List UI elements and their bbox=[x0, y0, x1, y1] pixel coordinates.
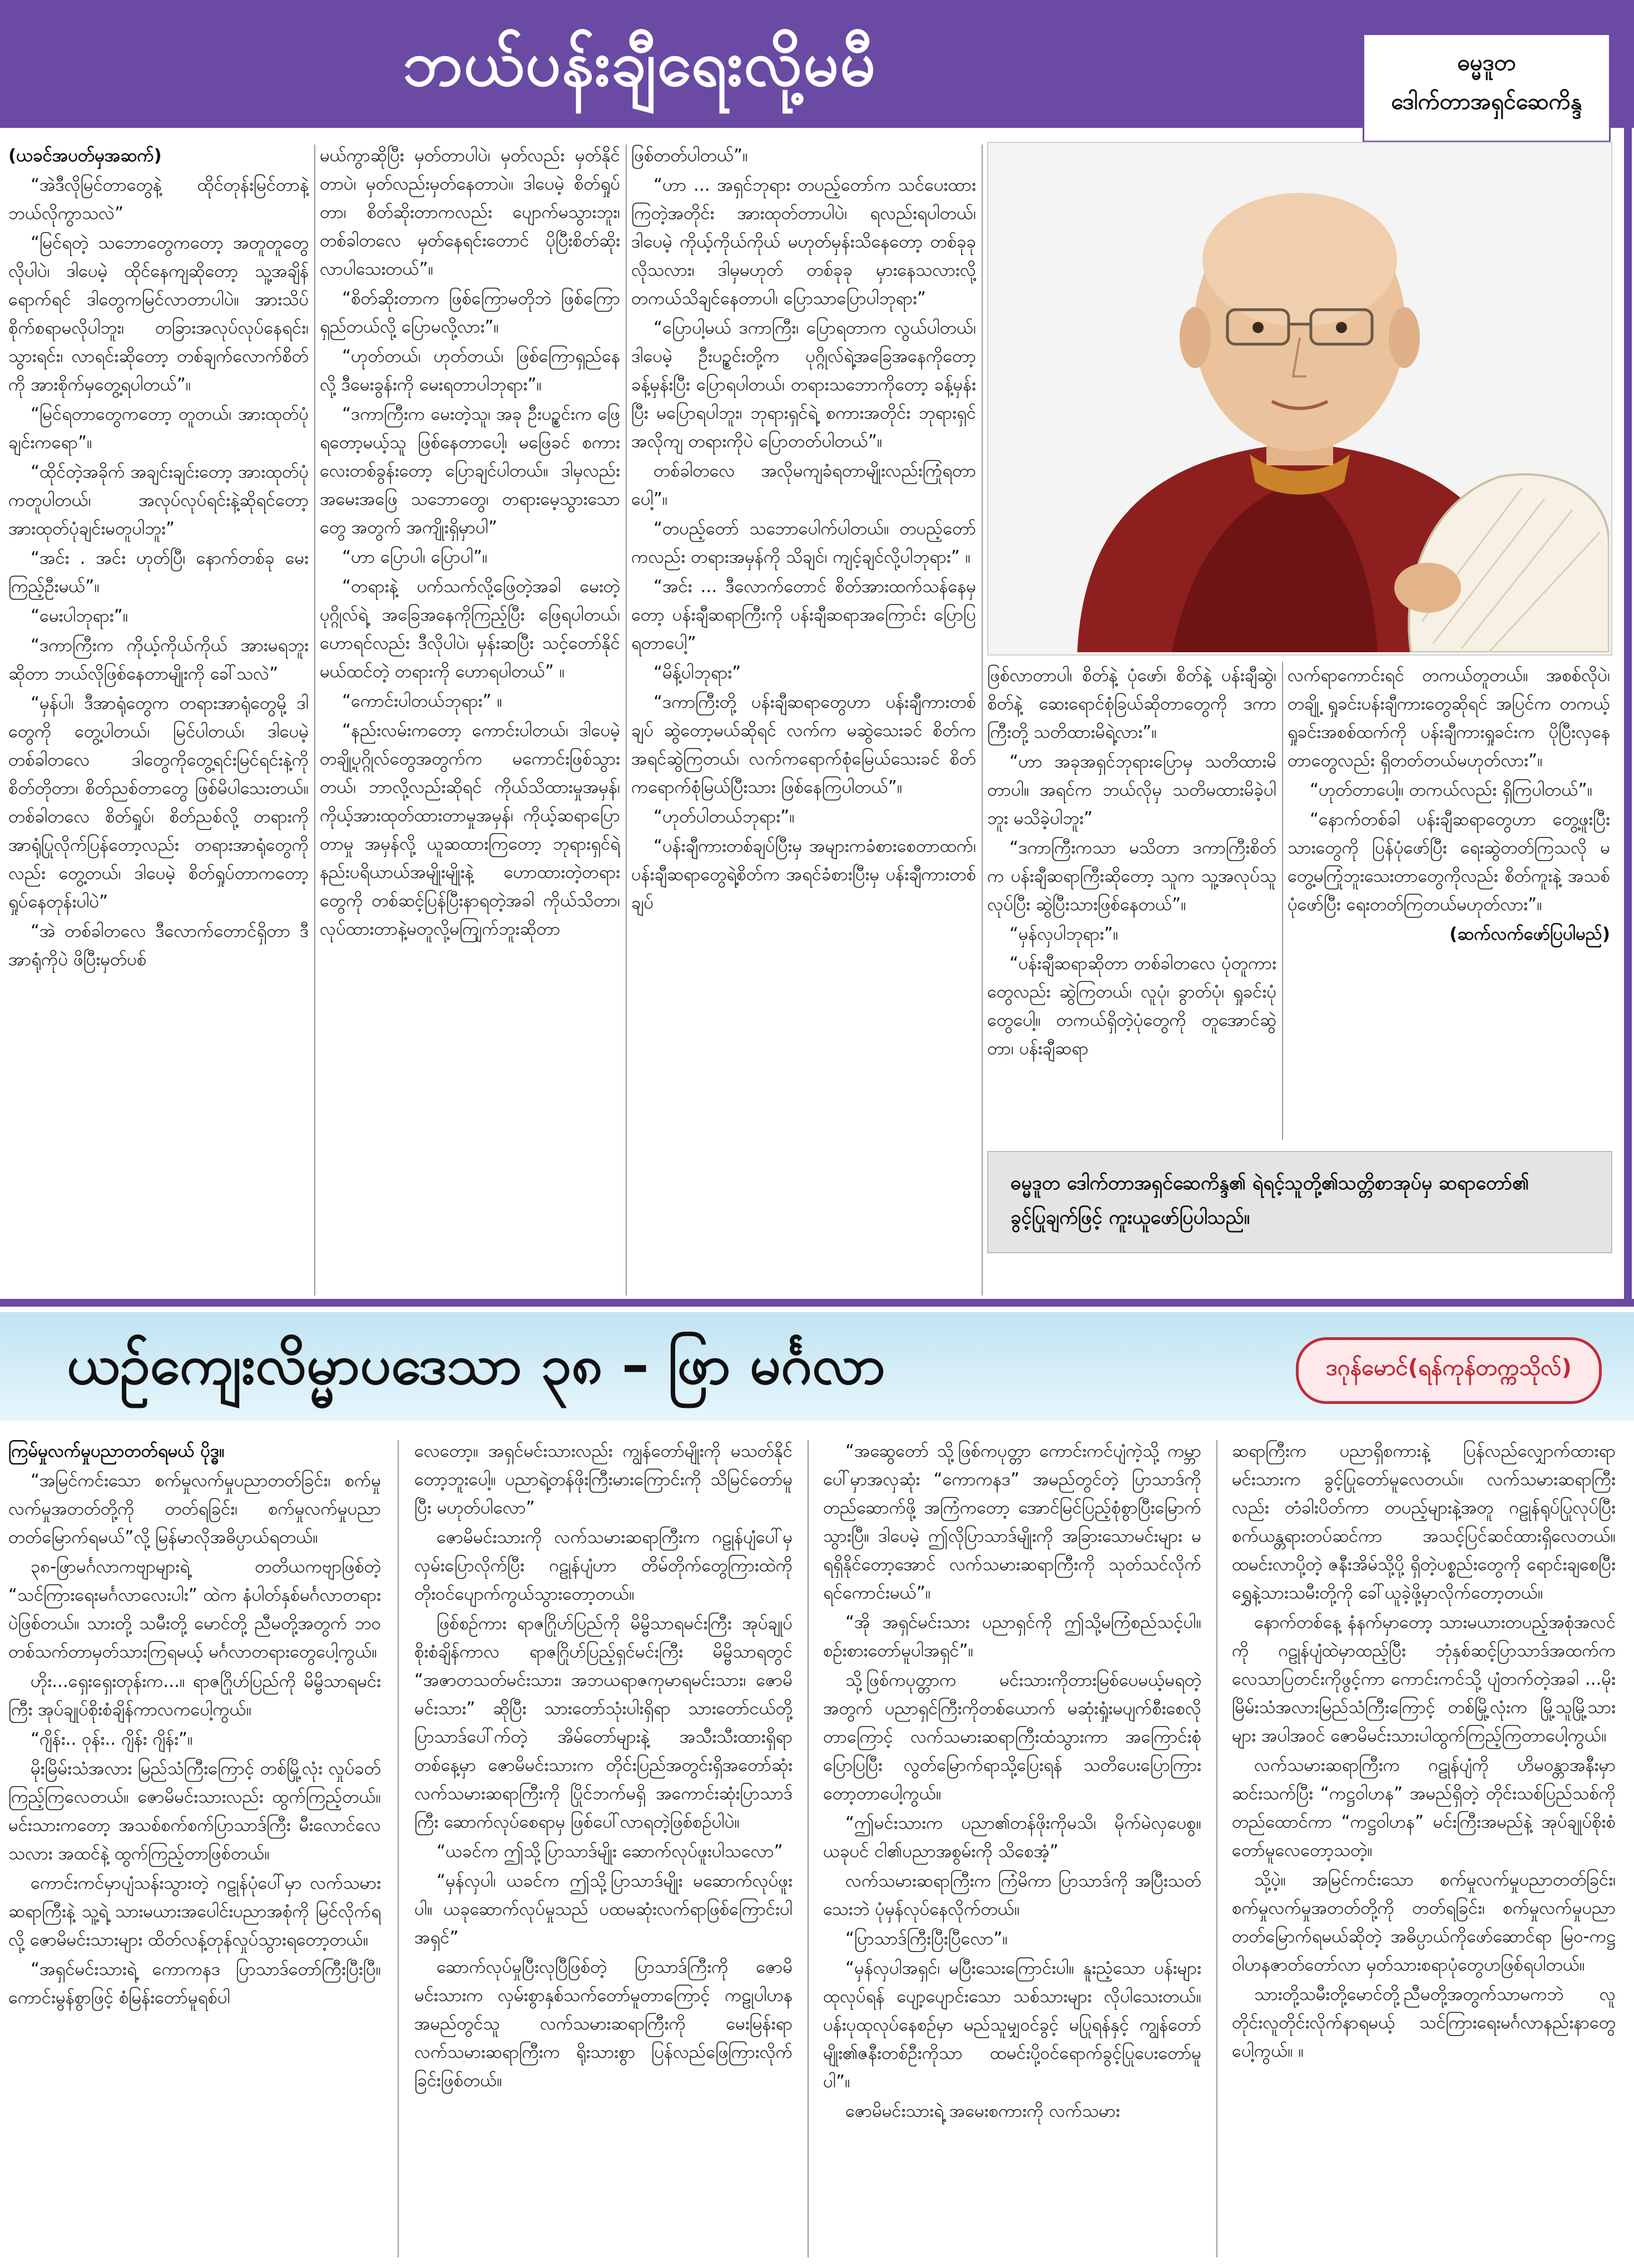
paragraph: ကောင်းကင်မှာပျံသန်းသွားတဲ့ ဂဠုန်ပုံပေါ်မှာ လက်သမားဆရာကြီးနဲ့ သူ့ရဲ့ သားမယားအပေါင်းပညာအစုံကို မြင်လိုက်ရလို့ ဇောမိမင်းသားများ ထိတ်လန့်တုန်လှုပ်သွားရတော့တယ်။ bbox=[8, 1873, 381, 1950]
paragraph: မယ်ကွာဆိုပြီး မှတ်တာပါပဲ၊ မှတ်လည်း မှတ်နိုင်တာပဲ၊ မှတ်လည်းမှတ်နေတာပဲ။ ဒါပေမဲ့ စိတ်ရှုပ်တာ၊ စိတ်ဆိုးတာကလည်း ပျောက်မသွားဘူး၊ တစ်ခါတလေ မှတ်နေရင်းတောင် ပိုပြီးစိတ်ဆိုးလာပါသေးတယ်”။ bbox=[320, 146, 620, 279]
paragraph: “ဟုတ်တာပေါ့။ တကယ်လည်း ရှိကြပါတယ်”။ bbox=[1310, 780, 1593, 800]
paragraph: “တပည့်တော် သဘောပေါက်ပါတယ်။ တပည့်တော်ကလည်း တရားအမှန်ကို သိချင်၊ ကျင့်ချင်လို့ပါဘုရား” ။ bbox=[631, 519, 976, 567]
paragraph: “ပန်းချီဆရာဆိုတာ တစ်ခါတလေ ပုံတူကားတွေလည်း ဆွဲကြတယ်၊ လူပုံ၊ ခွာတ်ပုံ၊ ရှုခင်းပုံတွေပေါ့။ တကယ်ရှိတဲ့ပုံတွေကို တူအောင်ဆွဲတာ၊ ပန်းချီဆရာ bbox=[987, 954, 1276, 1059]
paragraph: “ထိုင်တဲ့အခိုက် အချင်းချင်းတော့ အားထုတ်ပုံကတူပါတယ်၊ အလုပ်လုပ်ရင်းနဲ့ဆိုရင်တော့ အားထုတ်ပုံချင်းမတူပါဘူး” bbox=[8, 462, 309, 539]
bottom-article-title: ယဉ်ကျေးလိမ္မာပဒေသာ ၃၈ – ဖြာ မင်္ဂလာ bbox=[67, 1333, 886, 1397]
continued-from-previous: (ယခင်အပတ်မှအဆက်) bbox=[8, 146, 162, 166]
paragraph: “မှန်လှပါ၊ ယခင်က ဤသို့ပြာသာဒ်မျိုး မဆောက်လုပ်ဖူးပါ။ ယခုဆောက်လုပ်မှုသည် ပထမဆုံးလက်ရာဖြစ်ကြောင်းပါအရှင်” bbox=[414, 1871, 793, 1948]
paragraph: “ပြောပါ့မယ် ဒကာကြီး၊ ပြောရတာက လွယ်ပါတယ်၊ ဒါပေမဲ့ ဦးပဉ္စင်းတို့က ပုဂ္ဂိုလ်ရဲ့အခြေအနေကိုတော့ ခန့်မှန်းပြီး ပြောရပါတယ်၊ တရားသဘောကိုတော့ ခန့်မှန်းပြီး မပြောရပါဘူး၊ ဘုရားရှင်ရဲ့ စကားအတိုင်း ဘုရားရှင်အလိုကျ တရားကိုပဲ ပြောတတ်ပါတယ်”။ bbox=[631, 318, 976, 451]
author-name: ဓမ္မဒူတ bbox=[1457, 50, 1516, 76]
paragraph: “အဲဒီလိုမြင်တာတွေနဲ့ ထိုင်တုန်းမြင်တာနဲ့ ဘယ်လိုကွာသလဲ” bbox=[8, 175, 309, 224]
paragraph: “အဲ တစ်ခါတလေ ဒီလောက်တောင်ရှိတာ ဒီအာရုံကိုပဲ ဖိပြီးမှတ်ပစ် bbox=[8, 921, 309, 970]
paragraph: “အင်း . အင်း ဟုတ်ပြီ၊ နောက်တစ်ခု မေးကြည့်ဦးမယ်”။ bbox=[8, 548, 309, 597]
top-article-title: ဘယ်ပန်းချီရေးလို့မမီ bbox=[402, 28, 877, 100]
column-divider bbox=[1216, 1440, 1217, 2257]
paragraph: “ဒကာကြီးက မေးတဲ့သူ၊ အခု ဦးပဉ္စင်းက ဖြေရတော့မယ့်သူ ဖြစ်နေတာပေါ့၊ မဖြေခင် စကားလေးတစ်ခွန်းတော့ ပြောချင်ပါတယ်။ ဒါမှလည်း အမေးအဖြေ သဘောတွေ၊ တရားမေ့သွားသောတွေ အတွက် အကျိုးရှိမှာပါ” bbox=[320, 404, 620, 538]
paragraph: “ဟုတ်ပါတယ်ဘုရား”။ bbox=[653, 807, 795, 827]
paragraph: လက်ရာကောင်းရင် တကယ်တူတယ်။ အစစ်လိုပဲ၊ တချို့ ရှုခင်းပန်းချီကားတွေဆိုရင် အပြင်က တကယ့်ရှုခင်းအစစ်ထက်ကို ပန်းချီကားရှုခင်းက ပိုပြီးလှနေတာတွေလည်း ရှိတတ်တယ်မဟုတ်လား”။ bbox=[1288, 666, 1610, 771]
top-column-4 bbox=[987, 662, 1276, 1140]
paragraph: “ဒကာကြီးကသာ မသိတာ ဒကာကြီးစိတ်က ပန်းချီဆရာကြီးဆိုတော့ သူက သူ့အလုပ်သူလုပ်ပြီး ဆွဲပြီးသားဖြစ်နေတယ်”။ bbox=[987, 838, 1276, 915]
frame-border-bottom bbox=[0, 1299, 1634, 1307]
paragraph: “မေးပါဘုရား”။ bbox=[31, 606, 128, 626]
section-heading: ကြမ်မှုလက်မှုပညာတတ်ရမယ် ပိုဒ္ဓ။ bbox=[8, 1441, 225, 1461]
photo-caption: ဓမ္မဒူတ ဒေါက်တာအရှင်ဆေကိန္ဒ၏ ရဲရင့်သူတို့၏သတ္တိစာအုပ်မှ ဆရာတော်၏ ခွင့်ပြုချက်ဖြင့် ကူးယူဖော်ပြပါသည်။ bbox=[1011, 1172, 1529, 1229]
paragraph: ၃၈-ဖြာမင်္ဂလာကဗျာများရဲ့ တတိယကဗျာဖြစ်တဲ့ “သင်ကြားရေးမင်္ဂလာလေးပါး” ထဲက နံပါတ်နှစ်မင်္ဂလာတရားပဲဖြစ်တယ်။ သားတို့ သမီးတို့ မောင်တို့ ညီမတို့အတွက် ဘဝတစ်သက်တာမှတ်သားကြရမယ့် မင်္ဂလာတရားတွေပေါ့ကွယ်။ bbox=[8, 1557, 381, 1662]
paragraph: “အို အရှင်မင်းသား ပညာရှင်ကို ဤသို့မကြံစည်သင့်ပါ။ စဉ်းစားတော်မူပါအရှင်”။ bbox=[823, 1612, 1201, 1661]
paragraph: “မြင်ရတဲ့ သဘောတွေကတော့ အတူတူတွေလိုပါပဲ၊ ဒါပေမဲ့ ထိုင်နေကျဆိုတော့ သူ့အချိန်ရောက်ရင် ဒါတွေကမြင်လာတာပါပဲ။ အားသိပ်စိုက်စရာမလိုပါဘူး၊ တခြားအလုပ်လုပ်နေရင်း၊ သွားရင်း၊ လာရင်းဆိုတော့ တစ်ချက်လောက်စိတ်ကို အားစိုက်မှတွေ့ရပါတယ်”။ bbox=[8, 233, 309, 395]
paragraph: “နောက်တစ်ခါ ပန်းချီဆရာတွေဟာ တွေ့ဖူးပြီးသားတွေကို ပြန်ပုံဖော်ပြီး ရေးဆွဲတတ်ကြသလို မတွေ့မကြုံဘူးသေးတာတွေကိုလည်း စိတ်ကူးနဲ့ အသစ်ပုံဖော်ပြီး ရေးတတ်ကြတယ်မဟုတ်လား”။ bbox=[1288, 810, 1610, 915]
paragraph: သို့ဖြစ်ကပုတ္တာက မင်းသားကိုတားမြစ်ပေမယ့်မရတဲ့အတွက် ပညာရှင်ကြီးကိုတစ်ယောက် မဆုံးရှုံးမပျက်စီးစေလိုတာကြောင့် လက်သမားဆရာကြီးထံသွားကာ အကြောင်းစုံပြောပြပြီး လွတ်မြောက်ရာသို့ပြေးရန် သတိပေးပြောကြားတော့တာပေါ့ကွယ်။ bbox=[823, 1670, 1201, 1804]
paragraph: သားတို့သမီးတို့မောင်တို့ညီမတို့အတွက်သာမကဘဲ လူတိုင်းလူတိုင်းလိုက်နာရမယ့် သင်ကြားရေးမင်္ဂလာနည်းနာတွေပေါ့ကွယ်။ ။ bbox=[1232, 1984, 1616, 2061]
column-divider bbox=[626, 145, 627, 1296]
paragraph: သို့ပဲ့။ အမြင်ကင်းသော စက်မှုလက်မှုပညာတတ်ခြင်း၊ စက်မှုလက်မှုအတတ်တို့ကို တတ်ရခြင်း၊ စက်မှုလက်မှုပညာ တတ်မြောက်ရမယ်ဆိုတဲ့ အဓိပ္ပာယ်ကိုဖော်ဆောင်ရာ မြဝ-ကဋ္ဌဝါဟနဇာတ်တော်လာ မှတ်သားစရာပုံတွေပာဖြစ်ရပါတယ်။ bbox=[1232, 1870, 1616, 1975]
photo-caption-box bbox=[987, 1151, 1612, 1253]
paragraph: “အမြင်ကင်းသော စက်မှုလက်မှုပညာတတ်ခြင်း၊ စက်မှုလက်မှုအတတ်တို့ကို တတ်ရခြင်း၊ စက်မှုလက်မှုပညာတတ်မြောက်ရမယ်”လို့ မြန်မာလိုအဓိပ္ပာယ်ရတယ်။ bbox=[8, 1471, 381, 1547]
paragraph: “စိတ်ဆိုးတာက ဖြစ်ကြောမတိုဘဲ ဖြစ်ကြောရှည်တယ်လို့ ပြောမလို့လား”။ bbox=[320, 289, 620, 337]
author-photo bbox=[987, 142, 1612, 656]
byline: ဒဂုန်မောင်(ရန်ကုန်တက္ကသိုလ်) bbox=[1326, 1355, 1572, 1381]
paragraph: “ဟာ ပြောပါ၊ ပြောပါ”။ bbox=[342, 547, 488, 567]
paragraph: “ဟုတ်တယ်၊ ဟုတ်တယ်၊ ဖြစ်ကြောရှည်နေလို့ ဒီမေးခွန်းကို မေးရတာပါဘုရား”။ bbox=[320, 346, 620, 395]
paragraph: “အရှင်မင်းသားရဲ့ ကောကနဒ ပြာသာဒ်တော်ကြီးပြီးပြီ။ ကောင်းမွန်စွာဖြင့် စံမြန်းတော်မူရစ်ပါ bbox=[8, 1959, 381, 2008]
paragraph: “မှန်လှပါအရှင်၊ မပြီးသေးကြောင်းပါ။ နူးညံ့သော ပန်းများထုလုပ်ရန် ပျော့ပျောင်းသော သစ်သားများ လိုပါသေးတယ်။ ပန်းပုထုလုပ်နေစဉ်မှာ မည်သူမျှဝင်ခွင့် မပြုရန်နှင့် ကျွန်တော်မျိုး၏ဇနီးတစ်ဦးကိုသာ ထမင်းပို့ဝင်ရောက်ခွင့်ပြုပေးတော်မူပါ”။ bbox=[823, 1958, 1201, 2092]
bottom-column-4 bbox=[1232, 1437, 1616, 2260]
to-be-continued: (ဆက်လက်ဖော်ပြပါမည်) bbox=[1449, 924, 1610, 944]
top-column-5 bbox=[1288, 662, 1610, 1140]
top-column-1 bbox=[8, 142, 309, 1298]
paragraph: “အဆွေတော် သို့ဖြစ်ကပုတ္တာ ကောင်းကင်ပျံကဲ့သို့ ကမ္ဘာပေါ်မှာအလှဆုံး “ကောကနဒ” အမည်တွင်တဲ့ ပြာသာဒ်ကိုတည်ဆောက်ဖို့ အကြံကတော့ အောင်မြင်ပြည့်စုံစွာပြီးမြောက်သွားပြီ။ ဒါပေမဲ့ ဤလိုပြာသာဒ်မျိုးကို အခြားသောမင်းများ မရရှိနိုင်တော့အောင် လက်သမားဆရာကြီးကို သုတ်သင်လိုက်ရင်ကောင်းမယ်”။ bbox=[823, 1441, 1201, 1603]
author-honorific: ဒေါက်တာအရှင်ဆေကိန္ဒ bbox=[1391, 89, 1582, 115]
top-column-2 bbox=[320, 142, 620, 1298]
paragraph: “နည်းလမ်းကတော့ ကောင်းပါတယ်၊ ဒါပေမဲ့ တချို့ပုဂ္ဂိုလ်တွေအတွက်က မကောင်းဖြစ်သွားတယ်၊ ဘာလို့လည်းဆိုရင် ကိုယ်သိထားမှုအမှန်၊ ကိုယ့်အားထုတ်ထားတာမှုအမှန်၊ ကိုယ့်ဆရာပြောတာမှု အမှန်လို့ ယူဆထားကြတော့ ဘုရားရှင်ရဲ့ နည်းပရိယာယ်အမျိုးမျိုးနဲ့ ဟောထားတဲ့တရားတွေကို တစ်ဆင့်ပြန်ပြီးနာရတဲ့အခါ ကိုယ်သိတာ၊ လုပ်ထားတာနဲ့မတူလို့မကျြက်ဘူးဆိုတာ bbox=[320, 721, 620, 939]
bottom-column-2 bbox=[414, 1437, 793, 2260]
paragraph: လက်သမားဆရာကြီးက ဂဠုန်ပျံကို ဟိမဝန္တာအနီးမှာ ဆင်းသက်ပြီး “ကဋ္ဌဝါဟန” အမည်ရှိတဲ့ တိုင်းသစ်ပြည်သစ်ကိုတည်ထောင်ကာ “ကဋ္ဌဝါဟန” မင်းကြီးအမည်နဲ့ အုပ်ချုပ်စိုးစံတော်မူလေတော့သတဲ့။ bbox=[1232, 1755, 1616, 1860]
column-divider bbox=[1282, 662, 1283, 1140]
paragraph: “ပြာသာဒ်ကြီးပြီးပြီလော”။ bbox=[845, 1929, 1008, 1949]
byline-badge bbox=[1296, 1337, 1602, 1404]
bottom-column-1 bbox=[8, 1437, 381, 2260]
frame-border-right bbox=[1624, 128, 1632, 1307]
author-box bbox=[1363, 33, 1611, 142]
paragraph: ဖြစ်တတ်ပါတယ်”။ bbox=[631, 146, 748, 166]
paragraph: ဟိုး...ရှေးရှေးတုန်းက...။ ရာဇဂြိုဟ်ပြည်ကို မိမ္ဗိသာရမင်းကြီး အုပ်ချုပ်စိုးစံချိန်ကာလကပေါ့ကွယ်။ bbox=[8, 1671, 381, 1720]
paragraph: “မှန်လှပါဘုရား”။ bbox=[1009, 924, 1118, 944]
paragraph: ဆောက်လုပ်မှုပြီးလုပြီဖြစ်တဲ့ ပြာသာဒ်ကြီးကို ဇောမိမင်းသားက လှမ်းစွာနှစ်သက်တော်မူတာကြောင့် ကဠုပါဟနအမည်တွင်သူ လက်သမားဆရာကြီးကို မေးမြန်းရာ လက်သမားဆရာကြီးက ရိုးသားစွာ ပြန်လည်ဖြေကြားလိုက်ခြင်းဖြစ်တယ်။ bbox=[414, 1957, 793, 2091]
column-divider bbox=[982, 145, 983, 1296]
paragraph: ဖြစ်လာတာပါ၊ စိတ်နဲ့ ပုံဖော်၊ စိတ်နဲ့ ပန်းချီဆွဲ၊ စိတ်နဲ့ ဆေးရောင်စုံခြယ်ဆိုတာတွေကို ဒကာကြီးတို့ သတိထားမိရဲ့လား”။ bbox=[987, 666, 1276, 742]
paragraph: လေတော့။ အရှင်မင်းသားလည်း ကျွန်တော်မျိုးကို မသတ်နိုင်တော့ဘူးပေါ့။ ပညာရဲ့တန်ဖိုးကြီးမားကြောင်းကို သိမြင်တော်မူပြီး မဟုတ်ပါလော” bbox=[414, 1441, 793, 1518]
paragraph: “တရားနဲ့ ပက်သက်လို့ဖြေတဲ့အခါ မေးတဲ့ပုဂ္ဂိုလ်ရဲ့ အခြေအနေကိုကြည့်ပြီး ဖြေရပါတယ်၊ ဟောရင်လည်း ဒီလိုပါပဲ၊ မှန်းဆပြီး သင့်တော်နိုင်မယ်ထင်တဲ့ တရားကို ဟောရပါတယ်” ။ bbox=[320, 577, 620, 682]
paragraph: ဖြစ်စဉ်ကား ရာဇဂြိုဟ်ပြည်ကို မိမ္ဗိသာရမင်းကြီး အုပ်ချုပ်စိုးစံချိန်ကာလ ရာဇဂြိုဟ်ပြည့်ရှင်မင်းကြီး မိမ္ဗိသာရတွင် “အဇာတသတ်မင်းသား၊ အဘယရာဇကုမာရမင်းသား၊ ဇောမိမင်းသား” ဆိုပြီး သားတော်သုံးပါးရှိရာ သားတော်ငယ်တို့ ပြာသာဒ်ပေါ်က်တဲ့ အိမ်တော်များနဲ့ အသီးသီးထားရှိရာ တစ်နေ့မှာ ဇောမိမင်းသားက တိုင်းပြည်အတွင်းရှိအတော်ဆုံးလက်သမားဆရာကြီးကို ပြိုင်ဘက်မရှိ အကောင်းဆုံးပြာသာဒ်ကြီး ဆောက်လုပ်စေရာမှ ဖြစ်ပေါ်လာရတဲ့ဖြစ်စဉ်ပါပဲ။ bbox=[414, 1614, 793, 1832]
paragraph: “မှန်ပါ၊ ဒီအာရုံတွေက တရားအာရုံတွေမို့ ဒါတွေကို တွေ့ပါတယ်၊ မြင်ပါတယ်၊ ဒါပေမဲ့ တစ်ခါတလေ ဒါတွေကိုတွေ့ရင်းမြင်ရင်းနဲ့ကို စိတ်တိုတာ၊ စိတ်ညစ်တာတွေ ဖြစ်မိပါသေးတယ်။ တစ်ခါတလေ စိတ်ရှုပ်၊ စိတ်ညစ်လို့ တရားကို အာရုံပြုလိုက်ပြန်တော့လည်း တရားအာရုံတွေကိုလည်း တွေ့တယ်၊ ဒါပေမဲ့ စိတ်ရှုပ်တာကတော့ ရှုပ်နေတုန်းပါပဲ” bbox=[8, 693, 309, 912]
paragraph: “မြင်ရတာတွေကတော့ တူတယ်၊ အားထုတ်ပုံချင်းကရော”။ bbox=[8, 404, 309, 453]
monk-portrait-icon bbox=[988, 143, 1609, 652]
paragraph: “ကောင်းပါတယ်ဘုရား” ။ bbox=[342, 691, 502, 711]
top-column-3 bbox=[631, 142, 976, 1298]
paragraph: “ယခင်က ဤသို့ပြာသာဒ်မျိုး ဆောက်လုပ်ဖူးပါသလော” bbox=[437, 1842, 783, 1862]
paragraph: တစ်ခါတလေ အလိုမကျခံရတာမျိုးလည်းကြုံရတာပေါ့”။ bbox=[631, 461, 976, 509]
paragraph: လက်သမားဆရာကြီးက ကြံမိကာ ပြာသာဒ်ကို အပြီးသတ်သေးဘဲ ပုံမှန်လုပ်နေလိုက်တယ်။ bbox=[823, 1871, 1201, 1919]
paragraph: “မိန့်ပါဘုရား” bbox=[653, 663, 741, 683]
paragraph: “ပန်းချီကားတစ်ချပ်ပြီးမှ အများကခံစားစေတာထက်၊ ပန်းချီဆရာတွေရဲ့စိတ်က အရင်ခံစားပြီးမှ ပန်းချီကားတစ်ချပ် bbox=[631, 836, 976, 913]
paragraph: နောက်တစ်နေ့ နံနက်မှာတော့ သားမယားတပည့်အစုံအလင်ကို ဂဠုန်ပျံထဲမှာထည့်ပြီး ဘုံနှစ်ဆင့်ပြာသာဒ်အထက်က လေသာပြတင်းကိုဖွင့်ကာ ကောင်းကင်သို့ ပျံတက်တဲ့အခါ ...မိုးမြိမ်းသံအလားမြည်သံကြီးကြောင့် တစ်မြို့လုံးက မြို့သူမြို့သားများ အပါအဝင် ဇောမိမင်းသားပါထွက်ကြည့်ကြတာပေါ့ကွယ်။ bbox=[1232, 1612, 1616, 1746]
paragraph: ဇောမိမင်းသားရဲ့ အမေးစကားကို လက်သမား bbox=[845, 2101, 1120, 2121]
paragraph: “ဂျိန်း.. ဝုန်း.. ဂျိန်း ဂျိန်း”။ bbox=[31, 1729, 193, 1749]
paragraph: “ဒကာကြီးက ကိုယ့်ကိုယ်ကိုယ် အားမရဘူးဆိုတာ ဘယ်လိုဖြစ်နေတာမျိုးကို ခေါ်သလဲ” bbox=[8, 636, 309, 684]
column-divider bbox=[398, 1440, 399, 2257]
paragraph: “ဤမင်းသားက ပညာ၏တန်ဖိုးကိုမသိ၊ မိုက်မဲလှပေစွ။ ယခုပင် ငါ၏ပညာအစွမ်းကို သိစေအံ့” bbox=[823, 1813, 1201, 1862]
paragraph: “ဒကာကြီးတို့ ပန်းချီဆရာတွေဟာ ပန်းချီကားတစ်ချပ် ဆွဲတော့မယ်ဆိုရင် လက်က မဆွဲသေးခင် စိတ်က အရင်ဆွဲကြတယ်၊ လက်ကရောက်စုံမြေယ်သေးခင် စိတ်ကရောက်စုံမြယ်ပြီးသား ဖြစ်နေကြပါတယ်”။ bbox=[631, 692, 976, 797]
column-divider bbox=[314, 145, 315, 1296]
column-divider bbox=[808, 1440, 809, 2257]
paragraph: “အင်း ... ဒီလောက်တောင် စိတ်အားထက်သန်နေမှတော့ ပန်းချီဆရာကြီးကို ပန်းချီဆရာအကြောင်း ပြောပြရတာပေါ့” bbox=[631, 577, 976, 653]
paragraph: ဆရာကြီးက ပညာရှိစကားနဲ့ ပြန်လည်လျှောက်ထားရာ မင်းသားက ခွင့်ပြုတော်မူလေတယ်။ လက်သမားဆရာကြီးလည်း တံခါးပိတ်ကာ တပည့်များနဲ့အတူ ဂဠုန်ရုပ်ပြုလုပ်ပြီး စက်ယန္တရားတပ်ဆင်ကာ အသင့်ပြင်ဆင်ထားရှိလေတယ်။ ထမင်းလာပို့တဲ့ ဇနီးအိမ်သို့ပို့ ရှိတဲ့ပစ္စည်းတွေကို ရောင်းချစေပြီး ရွှေနဲ့သားသမီးတို့ကို ခေါ်ယူခဲ့ဖို့မှာလိုက်တော့တယ်။ bbox=[1232, 1441, 1616, 1603]
paragraph: “ဟာ အခုအရှင်ဘုရားပြောမှ သတိထားမိတာပါ။ အရင်က ဘယ်လိုမှ သတိမထားမိခဲ့ပါဘူး မသိခဲ့ပါဘူး” bbox=[987, 752, 1276, 828]
paragraph: မိုးမြိမ်းသံအလား မြည်သံကြီးကြောင့် တစ်မြို့လုံး လှုပ်ခတ်ကြည့်ကြလေတယ်။ ဇောမိမင်းသားလည်း ထွက်ကြည့်တယ်။ မင်းသားကတော့ အသစ်စက်စက်ပြာသာဒ်ကြီး မီးလောင်လေသလား အထင်နဲ့ ထွက်ကြည့်တာဖြစ်တယ်။ bbox=[8, 1759, 381, 1864]
bottom-column-3 bbox=[823, 1437, 1201, 2260]
paragraph: ဇောမိမင်းသားကို လက်သမားဆရာကြီးက ဂဠုန်ပျံပေါ်မှ လှမ်းပြောလိုက်ပြီး ဂဠုန်ပျံဟာ တိမ်တိုက်တွေကြားထဲကို တိုးဝင်ပျောက်ကွယ်သွားတော့တယ်။ bbox=[414, 1527, 793, 1604]
paragraph: “ဟာ ... အရှင်ဘုရား တပည့်တော်က သင်ပေးထားကြတဲ့အတိုင်း အားထုတ်တာပါပဲ၊ ရလည်းရပါတယ်၊ ဒါပေမဲ့ ကိုယ့်ကိုယ်ကိုယ် မဟုတ်မှန်းသိနေတော့ တစ်ခုခုလိုသလား၊ ဒါမှမဟုတ် တစ်ခုခု မှားနေသလားလို့ တကယ်သိချင်နေတာပါ၊ ပြောသာပြောပါဘုရား” bbox=[631, 175, 976, 309]
